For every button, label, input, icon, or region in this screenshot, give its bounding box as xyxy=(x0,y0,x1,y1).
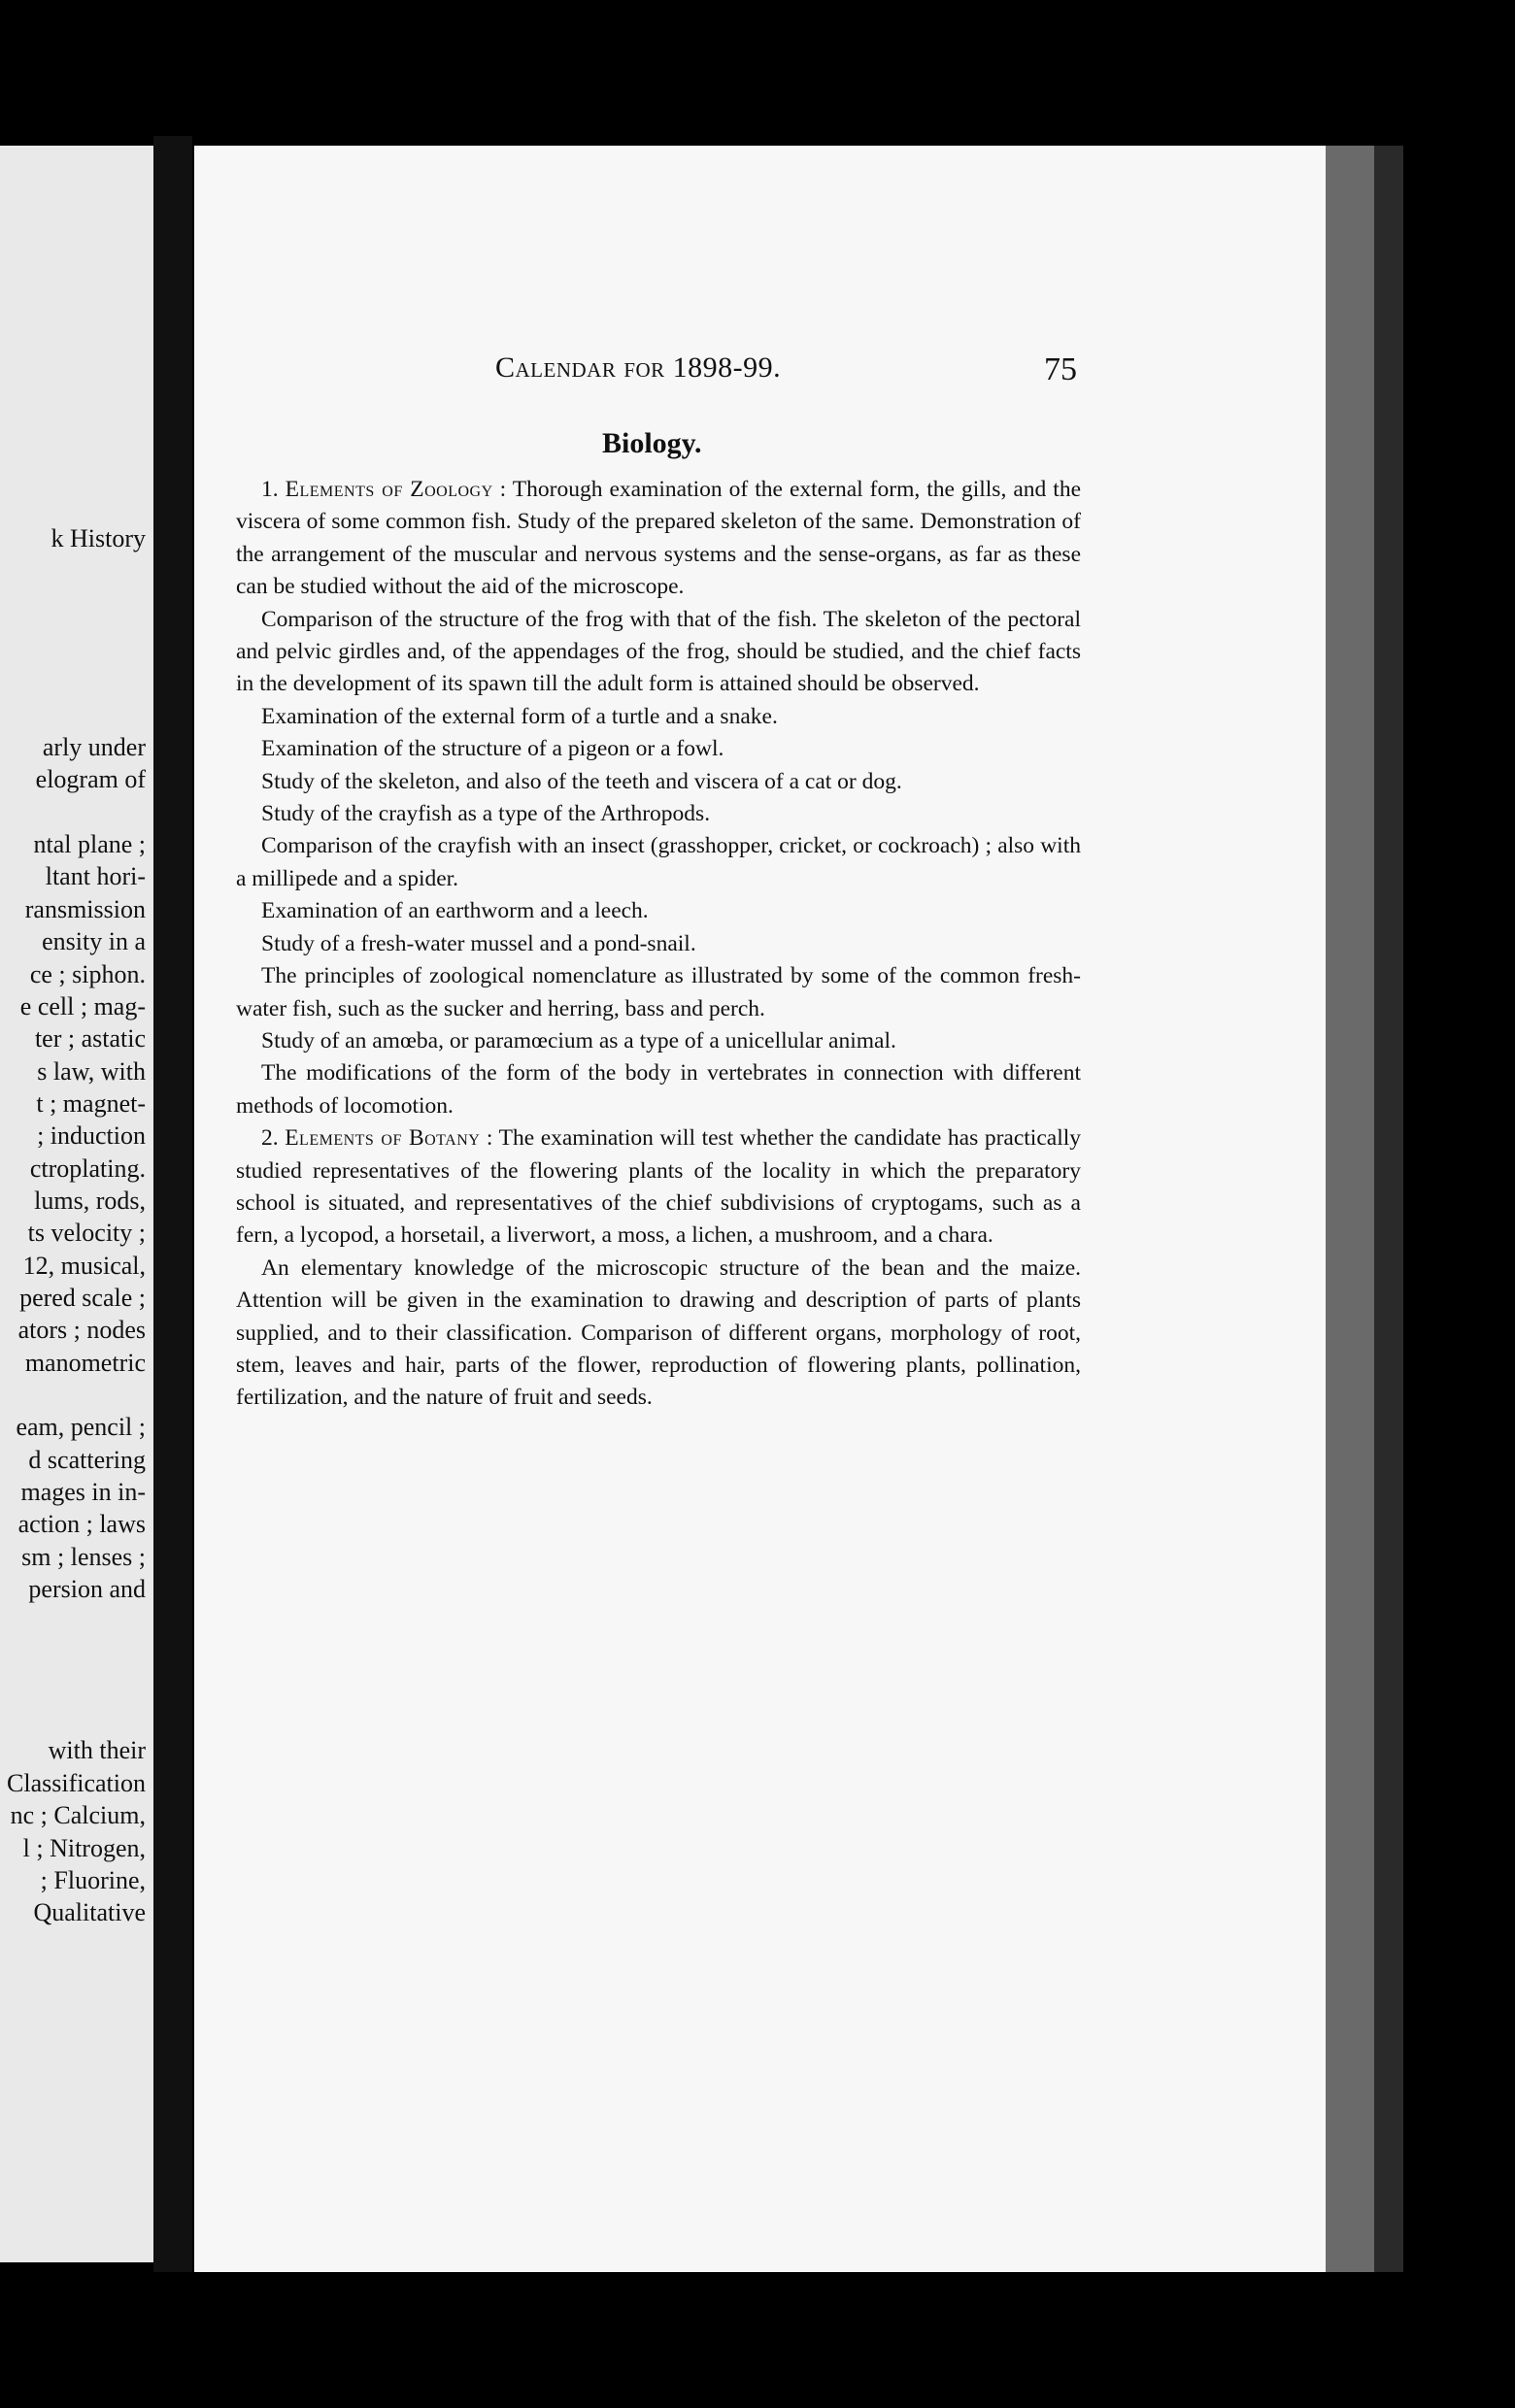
page-edge-shadow xyxy=(1374,146,1403,2272)
left-page-line: ts velocity ; xyxy=(27,1219,146,1247)
left-page-line: ctroplating. xyxy=(29,1154,146,1183)
paragraph-text: : The examination will test whether the candidate has practically studied representatives of the flowering plants of the locality in which the preparatory school is situated, and representatives of the chief subdivisions of cryptogams, such as a fern, a lycopod, a horsetail, a liverwort, a moss, a lichen, a mushroom, and a chara. xyxy=(236,1125,1082,1249)
paragraph xyxy=(236,928,1081,960)
left-page-line: s law, with xyxy=(37,1057,146,1086)
paragraph-text: Study of an amœba, or paramœcium as a type of a unicellular animal. xyxy=(261,1027,896,1054)
paragraph-text: Examination of the structure of a pigeon or a fowl. xyxy=(261,736,724,762)
left-page-line: with their xyxy=(48,1736,146,1764)
left-page-fragment xyxy=(0,146,153,2262)
subsection-title: Elements of Botany xyxy=(285,1125,481,1152)
left-page-line: d scattering xyxy=(28,1446,146,1474)
left-page-line: t ; magnet- xyxy=(36,1089,146,1118)
paragraph xyxy=(236,733,1081,765)
paragraph xyxy=(236,766,1081,798)
left-page-line: ransmission xyxy=(24,895,146,923)
paragraph-number: 2. xyxy=(261,1125,286,1152)
left-page-line: ators ; nodes xyxy=(17,1316,146,1344)
body-text xyxy=(236,474,1081,1415)
paragraph-number: 1. xyxy=(261,477,286,502)
left-page-line: action ; laws xyxy=(17,1510,146,1538)
paragraph-text: : Thorough examination of the external form, the gills, and the viscera of some common fish. Study of the prepared skeleton of the same. Demonstration of the arrangement of the muscular and nervous systems and the sense-organs, as far as these can be studied without the aid of the microscope. xyxy=(236,477,1081,600)
paragraph-text: Examination of an earthworm and a leech. xyxy=(261,898,649,924)
left-page-line: k History xyxy=(50,524,146,552)
book-gutter xyxy=(153,136,192,2272)
left-page-line: pered scale ; xyxy=(19,1284,146,1312)
left-page-line: lums, rods, xyxy=(34,1187,146,1215)
left-page-line: manometric xyxy=(24,1349,146,1377)
left-page-line: e cell ; mag- xyxy=(19,992,146,1020)
left-page-line: eam, pencil ; xyxy=(16,1413,146,1441)
left-page-line: mages in in- xyxy=(20,1478,146,1506)
left-page-line: ce ; siphon. xyxy=(29,960,146,988)
paragraph xyxy=(236,895,1081,927)
paragraph-text: The principles of zoological nomenclature as illustrated by some of the common fresh-water fish, such as the sucker and herring, bass and perch. xyxy=(236,963,1081,1021)
paragraph-text: Comparison of the crayfish with an insect (grasshopper, cricket, or cockroach) ; also with a millipede and a spider. xyxy=(236,833,1081,891)
left-page-line: ltant hori- xyxy=(45,862,146,890)
paragraph-text: Examination of the external form of a turtle and a snake. xyxy=(261,703,778,729)
paragraph xyxy=(236,798,1081,830)
left-page-line: ntal plane ; xyxy=(33,830,146,858)
subsection-title: Elements of Zoology xyxy=(285,477,493,502)
paragraph xyxy=(236,604,1081,701)
left-page-line: ; Fluorine, xyxy=(40,1866,146,1894)
left-page-line: ensity in a xyxy=(42,927,146,955)
paragraph-text: An elementary knowledge of the microscopic structure of the bean and the maize. Attention will be given in the examination to drawing and description of parts of plants supplied, and to their classification. Comparison of different organs, morphology of root, stem, leaves and hair, parts of the flower, reproduction of flowering plants, pollination, fertilization, and the nature of fruit and seeds. xyxy=(236,1254,1081,1411)
left-page-line: Classification xyxy=(7,1769,146,1797)
paragraph xyxy=(236,1122,1081,1253)
left-page-line: ter ; astatic xyxy=(34,1024,146,1053)
paragraph xyxy=(236,1025,1081,1057)
paragraph-text: Study of the crayfish as a type of the Arthropods. xyxy=(261,801,711,827)
paragraph xyxy=(236,1057,1081,1122)
left-page-line: persion and xyxy=(28,1575,146,1603)
paragraph-text: Comparison of the structure of the frog with that of the fish. The skeleton of the pectoral and pelvic girdles and, of the appendages of the frog, should be studied, and the chief facts in the development of its spawn till the adult form is attained should be observed. xyxy=(236,606,1081,697)
paragraph-text: The modifications of the form of the body in vertebrates in connection with different methods of locomotion. xyxy=(236,1060,1081,1119)
left-page-line: arly under xyxy=(42,733,146,761)
left-page-line: 12, musical, xyxy=(22,1252,146,1280)
left-page-line: elogram of xyxy=(35,765,146,793)
paragraph xyxy=(236,960,1081,1025)
section-heading: Biology. xyxy=(602,427,702,459)
paragraph xyxy=(236,830,1081,895)
paragraph-text: Study of a fresh-water mussel and a pond-snail. xyxy=(261,930,696,956)
left-page-line: nc ; Calcium, xyxy=(10,1801,146,1829)
paragraph xyxy=(236,1253,1081,1415)
left-page-line: ; induction xyxy=(37,1121,146,1150)
page-edge xyxy=(1326,146,1374,2272)
paragraph xyxy=(236,474,1081,604)
page-number: 75 xyxy=(1044,351,1077,387)
paragraph xyxy=(236,701,1081,733)
left-page-line: l ; Nitrogen, xyxy=(22,1834,146,1862)
header-title: Calendar for 1898-99. xyxy=(495,351,782,384)
paragraph-text: Study of the skeleton, and also of the teeth and viscera of a cat or dog. xyxy=(261,768,902,794)
left-page-line: Qualitative xyxy=(33,1898,146,1926)
left-page-line: sm ; lenses ; xyxy=(21,1543,146,1571)
